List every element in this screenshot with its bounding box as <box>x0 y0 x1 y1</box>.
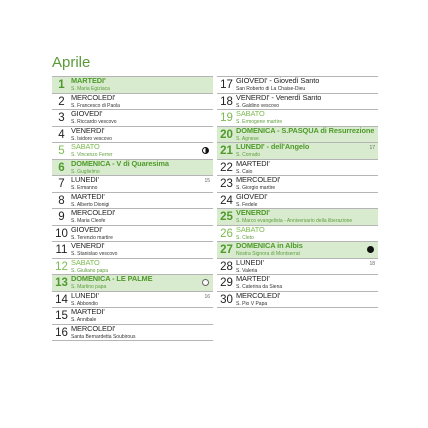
day-row <box>52 160 213 177</box>
saint-name: S. Valeria <box>236 267 258 274</box>
day-row <box>52 193 213 210</box>
day-number: 14 <box>55 293 68 306</box>
day-number: 29 <box>220 277 233 289</box>
day-name: DOMENICA in Albis <box>236 242 303 250</box>
day-row <box>217 275 378 292</box>
saint-name: S. Cleto <box>236 234 254 241</box>
day-row <box>52 209 213 226</box>
week-number: 16 <box>204 293 210 300</box>
day-number: 17 <box>220 79 233 91</box>
day-row <box>217 209 378 226</box>
day-row <box>217 259 378 276</box>
day-number: 28 <box>220 260 233 273</box>
day-name: MERCOLEDI' <box>71 209 116 217</box>
day-number: 23 <box>220 178 233 190</box>
day-number: 22 <box>220 161 233 174</box>
day-number: 10 <box>55 227 68 240</box>
saint-name: S. Pio V Papa <box>236 300 268 307</box>
day-name: MERCOLEDI' <box>236 291 281 300</box>
day-name: MARTEDI' <box>236 159 270 168</box>
day-row <box>217 226 378 243</box>
day-number: 12 <box>55 260 68 273</box>
day-number: 4 <box>58 128 65 141</box>
day-number: 3 <box>58 112 65 124</box>
day-name: SABATO <box>236 110 265 118</box>
day-name: MARTEDI' <box>71 308 105 316</box>
month-title: Aprile <box>52 54 91 71</box>
day-name: LUNEDI' <box>71 176 99 184</box>
saint-name: S. Francesco di Paola <box>71 102 120 109</box>
saint-name: S. Martino papa <box>71 284 107 290</box>
saint-name: S. Abbondio <box>71 300 98 307</box>
day-number: 13 <box>55 277 68 289</box>
day-row <box>217 143 378 160</box>
day-row <box>217 193 378 210</box>
day-number: 19 <box>220 112 233 124</box>
day-name: DOMENICA - V di Quaresima <box>71 159 169 168</box>
saint-name: S. Caterina da Siena <box>236 284 283 290</box>
saint-name: S. Guglielmo <box>71 168 100 175</box>
day-row <box>52 242 213 259</box>
saint-name: S. Agnese <box>236 135 259 142</box>
day-number: 20 <box>220 128 233 141</box>
day-name: LUNEDI' - dell'Angelo <box>236 143 310 151</box>
day-number: 8 <box>58 194 65 207</box>
day-row <box>217 94 378 111</box>
day-row <box>52 143 213 160</box>
day-number: 2 <box>58 95 65 108</box>
day-number: 30 <box>220 293 233 306</box>
day-name: MERCOLEDI' <box>71 324 116 333</box>
day-row <box>52 110 213 127</box>
day-name: DOMENICA - LE PALME <box>71 275 153 283</box>
saint-name: S. Vincenzo Ferrer <box>71 152 113 158</box>
day-row <box>217 292 378 309</box>
day-number: 27 <box>220 244 233 256</box>
day-name: MARTEDI' <box>71 77 106 85</box>
saint-name: S. Maria Cleofe <box>71 218 106 224</box>
day-number: 7 <box>58 178 65 190</box>
saint-name: S. Galdino vescovo <box>236 102 280 109</box>
saint-name: S. Giuliano papa <box>71 267 108 274</box>
day-row <box>52 226 213 243</box>
day-name: VENERDI' <box>71 126 105 135</box>
day-name: LUNEDI' <box>71 291 99 300</box>
day-name: MERCOLEDI' <box>236 176 281 184</box>
day-name: GIOVEDI' <box>71 225 103 234</box>
saint-name: S. Corrado <box>236 152 261 158</box>
day-row <box>52 77 213 94</box>
day-number: 11 <box>55 244 68 256</box>
day-number: 18 <box>220 95 233 108</box>
day-row <box>52 292 213 309</box>
day-name: GIOVEDI' <box>236 192 268 201</box>
calendar-column-right <box>217 76 378 308</box>
saint-name: S. Giorgio martire <box>236 185 276 191</box>
day-number: 25 <box>220 211 233 223</box>
moon-phase-icon <box>367 246 374 253</box>
day-name: VENERDI' <box>71 242 105 250</box>
day-row <box>52 308 213 325</box>
day-number: 6 <box>58 161 65 174</box>
day-name: VENERDI' - Venerdì Santo <box>236 93 322 102</box>
day-name: GIOVEDI' - Giovedì Santo <box>236 77 320 85</box>
day-name: MERCOLEDI' <box>71 93 116 102</box>
day-name: VENERDI' <box>236 209 270 217</box>
saint-name: S. Ermogene martire <box>236 119 283 125</box>
day-name: SABATO <box>71 143 100 151</box>
saint-name: S. Maria Egiziaca <box>71 86 110 92</box>
day-row <box>217 110 378 127</box>
saint-name: San Roberto di La Chaise-Dieu <box>236 86 306 92</box>
day-row <box>52 176 213 193</box>
week-number: 18 <box>369 260 375 267</box>
day-number: 21 <box>220 145 233 157</box>
saint-name: Santa Bernardetta Soubirous <box>71 333 136 340</box>
day-number: 26 <box>220 227 233 240</box>
day-name: SABATO <box>236 225 265 234</box>
saint-name: S. Marco evangelista - Anniversario della liberazione <box>236 218 353 224</box>
saint-name: S. Alberto Dionigi <box>71 201 110 208</box>
saint-name: S. Riccardo vescovo <box>71 119 117 125</box>
day-row <box>217 176 378 193</box>
day-row <box>217 160 378 177</box>
day-name: MARTEDI' <box>236 275 270 283</box>
saint-name: S. Annibale <box>71 317 97 323</box>
day-name: GIOVEDI' <box>71 110 103 118</box>
week-number: 15 <box>204 178 210 184</box>
saint-name: S. Caio <box>236 168 253 175</box>
saint-name: S. Isidoro vescovo <box>71 135 112 142</box>
day-number: 16 <box>55 326 68 339</box>
calendar-column-left <box>52 76 213 341</box>
saint-name: S. Fedele <box>236 201 258 208</box>
day-number: 5 <box>58 145 65 157</box>
day-name: SABATO <box>71 258 100 267</box>
day-row <box>52 275 213 292</box>
saint-name: Nostra Signora di Montserrat <box>236 251 300 257</box>
saint-name: S. Terenzio martire <box>71 234 113 241</box>
day-row <box>217 77 378 94</box>
day-name: MARTEDI' <box>71 192 105 201</box>
week-number: 17 <box>369 145 375 151</box>
day-number: 15 <box>55 310 68 322</box>
day-row <box>217 127 378 144</box>
day-name: LUNEDI' <box>236 258 264 267</box>
day-row <box>217 242 378 259</box>
day-row <box>52 259 213 276</box>
day-name: DOMENICA - S.PASQUA di Resurrezione <box>236 126 375 135</box>
saint-name: S. Stanislao vescovo <box>71 251 118 257</box>
day-number: 24 <box>220 194 233 207</box>
moon-phase-icon <box>202 147 209 154</box>
saint-name: S. Ermanno <box>71 185 98 191</box>
day-number: 1 <box>58 79 65 91</box>
moon-phase-icon <box>202 279 209 286</box>
day-row <box>52 127 213 144</box>
day-row <box>52 94 213 111</box>
day-number: 9 <box>58 211 65 223</box>
day-row <box>52 325 213 342</box>
